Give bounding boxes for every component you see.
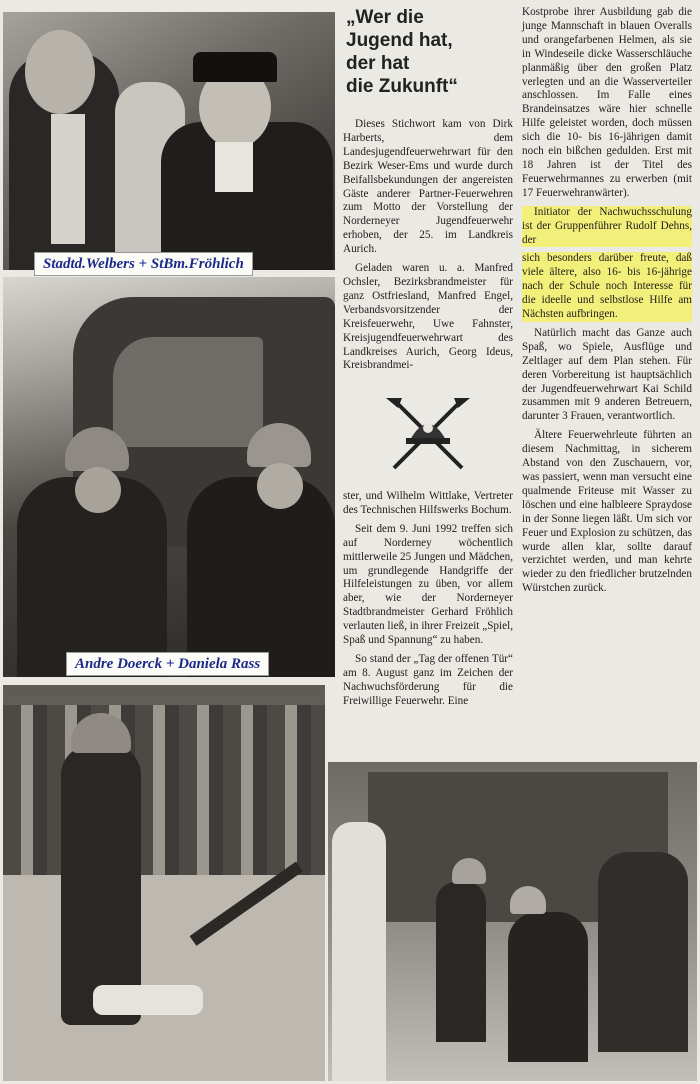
figure-youth-hose	[61, 745, 141, 1025]
col2-paragraph-3-highlighted: sich besonders darüber freute, daß viele ältere, also 16- bis 16-jährige nach der Schule noch Interesse für die ideelle und selbstlose Hilfe am Nächsten aufbringen.	[522, 252, 692, 321]
photo-hose-drill	[3, 685, 325, 1081]
fire-truck-windshield	[113, 337, 263, 447]
headline-line-2: Jugend hat,	[346, 30, 453, 51]
col2-paragraph-1: Kostprobe ihrer Ausbildung gab die junge Mannschaft in blauen Overalls und orangefarbenen Helmen, als sie in Windeseile dicke Wasserschläuche planmäßig über den großen Platz verlegten und an die Wasserverteiler anschlossen. Im Falle eines Brandeinsatzes wäre hier schnelle Hilfe geleistet worden, doch müssen sich die 10- bis 16-jährigen damit noch ein bißchen gedulden. Erst mit 18 Jahren ist der Titel des Feuerwehrmannes zu erwerben (mit 17 Feuerwehranwärter).	[522, 6, 692, 199]
col2-paragraph-4: Natürlich macht das Ganze auch Spaß, wo Spiele, Ausflüge und Zeltlager auf dem Plan stehen. Für deren Vorbereitung ist hauptsächlich der Jugendfeuerwehrwart Kai Schild zusammen mit 9 anderen Betreuern, darunter 3 Frauen, verantwortlich.	[522, 326, 692, 423]
figure-youth-right	[187, 477, 335, 677]
figure-man-left-head	[25, 30, 95, 114]
col2-paragraph-5: Ältere Feuerwehrleute führten an diesem Nachmittag, in sicherem Abstand von den Zuschauern, vor, was passiert, wenn man versucht eine qualmende Friteuse mit Wasser zu löschen und eine halbleere Spraydose in der Sonne liegen läßt. Um sich vor Feuer und Explosion zu schützen, das wurde allen klar, sollte darauf verzichtet werden, und man kehrte wieder zu den friedlicher brutzelnden Würstchen zurück.	[522, 429, 692, 595]
figure-firefighter-2-helmet	[510, 886, 546, 914]
ground-paving	[3, 875, 325, 1081]
col1-paragraph-3: ster, und Wilhelm Wittlake, Vertreter des Technischen Hilfswerks Bochum.	[343, 490, 513, 516]
article-column-1-lower	[343, 490, 513, 714]
article-column-2	[522, 6, 692, 601]
headline-line-4: die Zukunft“	[346, 76, 458, 97]
figure-man-left-shirt	[51, 114, 85, 244]
fire-brigade-emblem-icon	[380, 394, 476, 474]
photo-fire-demonstration	[328, 762, 697, 1081]
figure-firefighter-1	[436, 882, 486, 1042]
figure-spectator-left	[332, 822, 386, 1081]
figure-firefighter-3	[598, 852, 688, 1052]
figure-firefighter-1-helmet	[452, 858, 486, 884]
figure-youth-left-face	[75, 467, 121, 513]
headline-line-3: der hat	[346, 53, 410, 74]
col1-paragraph-1: Dieses Stichwort kam von Dirk Harberts, dem Landesjugendfeuerwehrwart für den Bezirk Weser-Ems und wurde durch Beifallsbekundungen der angereisten Gäste anderer Partner-Feuerwehren zum Motto der Vorstellung der Norderneyer Jugendfeuerwehr erhoben, der 25. im Landkreis Aurich.	[343, 118, 513, 256]
photo-youth-firefighters	[3, 277, 335, 677]
hose-coupling	[93, 985, 203, 1015]
headline-line-1: „Wer die	[346, 7, 424, 28]
crowd-background	[3, 705, 325, 875]
figure-youth-right-face	[257, 463, 303, 509]
col1-paragraph-4: Seit dem 9. Juni 1992 treffen sich auf Norderney wöchentlich mittlerweile 25 Jungen und Mädchen, um grundlegende Handgriffe der Hilfeleistungen zu üben, vor allem aber, wie der Norderneyer Stadtbrandmeister Gerhard Fröhlich verlauten ließ, in ihrer Freizeit „Spiel, Spaß und Spannung“ zu haben.	[343, 522, 513, 647]
figure-firefighter-2	[508, 912, 588, 1062]
article-headline	[346, 6, 511, 98]
article-column-1-upper	[343, 118, 513, 378]
figure-officer-cap	[193, 52, 277, 82]
figure-officer-collar	[215, 142, 253, 192]
col1-paragraph-5: So stand der „Tag der offenen Tür“ am 8. August ganz im Zeichen der Nachwuchsförderung für die Freiwillige Feuerwehr. Eine	[343, 652, 513, 707]
caption-photo-officials: Stadtd.Welbers + StBm.Fröhlich	[34, 252, 253, 276]
col1-paragraph-2: Geladen waren u. a. Manfred Ochsler, Bezirksbrandmeister für ganz Ostfriesland, Manfred Engel, Verbandsvorsitzender der Kreisfeuerwehr, Uwe Fahnster, Kreisjugendfeuerwehrwart des Landkreises Aurich, Georg Ideus, Kreisbrandmei-	[343, 262, 513, 372]
photo-officials	[3, 12, 335, 270]
col2-paragraph-2-highlighted: Initiator der Nachwuchsschulung ist der Gruppenführer Rudolf Dehns, der	[522, 205, 692, 246]
caption-photo-youth: Andre Doerck + Daniela Rass	[66, 652, 269, 676]
